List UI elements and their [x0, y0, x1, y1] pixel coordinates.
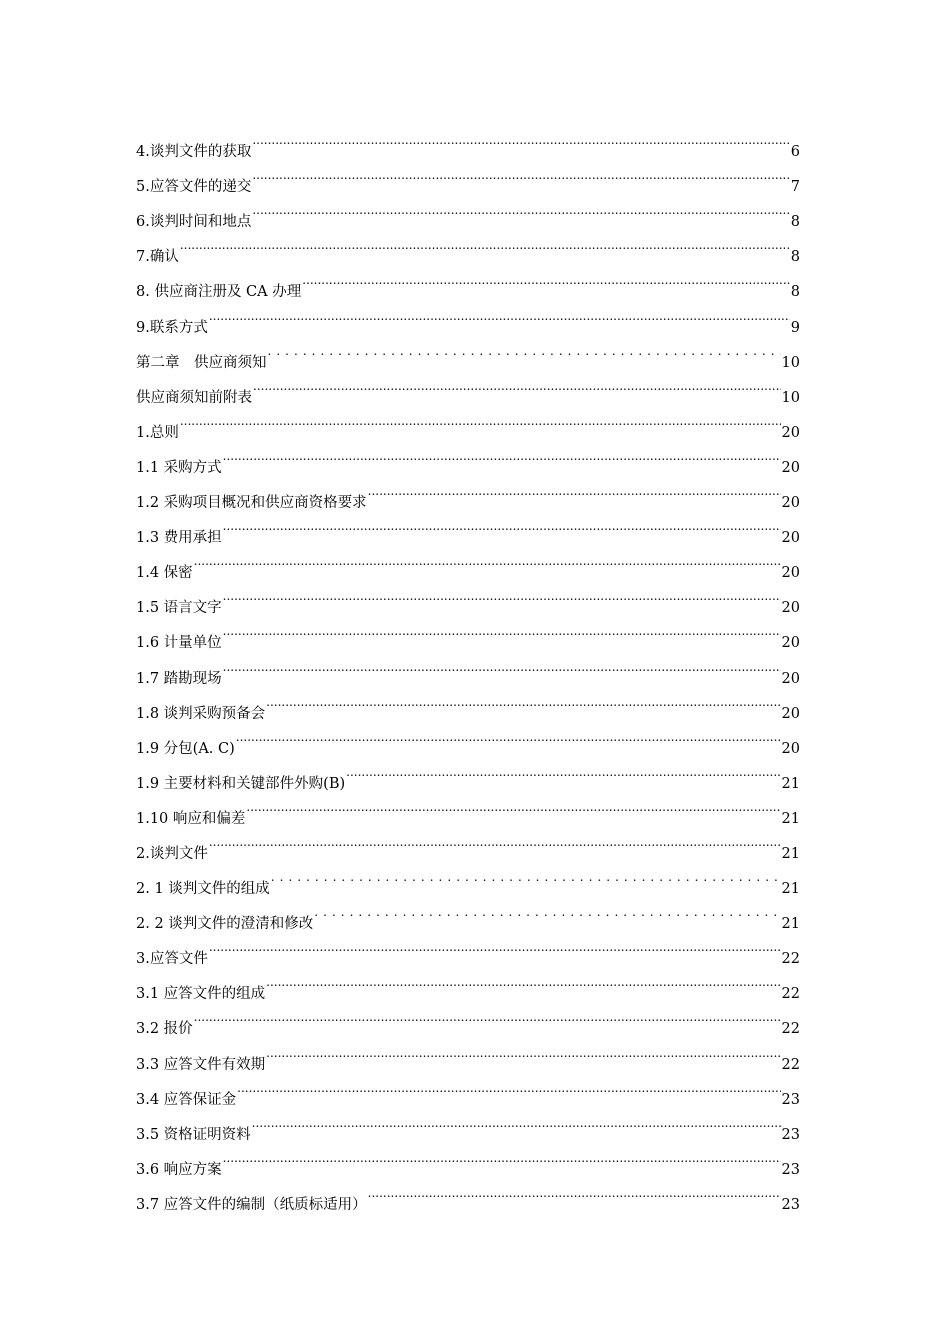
toc-entry[interactable] — [136, 753, 800, 792]
toc-entry[interactable] — [136, 683, 800, 722]
toc-entry[interactable] — [136, 296, 800, 336]
toc-dot-leader — [223, 437, 781, 472]
toc-entry-title: 3.1 应答文件的组成 — [136, 986, 266, 1003]
toc-entry-title: 1.7 踏勘现场 — [136, 670, 222, 687]
toc-page-number: 20 — [781, 670, 800, 687]
toc-page-number: 21 — [781, 775, 800, 792]
toc-entry[interactable] — [136, 332, 800, 371]
toc-dot-leader — [246, 788, 780, 823]
toc-dot-leader — [209, 296, 790, 331]
toc-entry[interactable] — [136, 402, 800, 441]
toc-entry[interactable] — [136, 261, 800, 301]
toc-entry-title: 2. 1 谈判文件的组成 — [136, 881, 270, 898]
toc-page-number: 23 — [781, 1126, 800, 1143]
toc-page-number: 6 — [790, 144, 800, 161]
toc-page-number: 21 — [781, 916, 800, 933]
toc-page-number: 22 — [781, 1056, 800, 1073]
toc-page-number: 20 — [781, 600, 800, 617]
toc-dot-leader — [180, 402, 781, 437]
toc-page-number: 10 — [781, 389, 800, 406]
toc-entry[interactable] — [136, 121, 800, 161]
toc-entry-title: 1.9 分包(A. C) — [136, 740, 235, 757]
toc-page-number: 23 — [781, 1196, 800, 1213]
toc-dot-leader — [223, 612, 781, 647]
toc-entry-title: 8. 供应商注册及 CA 办理 — [136, 284, 302, 301]
toc-entry-title: 3.2 报价 — [136, 1021, 193, 1038]
toc-page-number: 21 — [781, 881, 800, 898]
toc-entry-title: 9.联系方式 — [136, 319, 208, 336]
toc-page-number: 10 — [781, 354, 800, 371]
toc-entry[interactable] — [136, 612, 800, 652]
toc-page-number: 22 — [781, 1021, 800, 1038]
toc-page-number: 22 — [781, 986, 800, 1003]
toc-dot-leader — [252, 121, 789, 156]
toc-dot-leader — [252, 1104, 781, 1139]
toc-entry-title: 1.3 费用承担 — [136, 530, 222, 547]
toc-dot-leader — [368, 1174, 781, 1209]
toc-dot-leader — [223, 507, 781, 542]
toc-entry-title: 2.谈判文件 — [136, 845, 208, 862]
toc-page-number: 20 — [781, 530, 800, 547]
toc-page-number: 20 — [781, 495, 800, 512]
toc-dot-leader — [180, 226, 790, 261]
toc-entry[interactable] — [136, 437, 800, 476]
toc-dot-leader — [223, 577, 781, 612]
toc-page-number: 21 — [781, 810, 800, 827]
toc-entry-title: 5.应答文件的递交 — [136, 179, 252, 196]
toc-entry-title: 3.应答文件 — [136, 951, 208, 968]
toc-page-number: 20 — [781, 740, 800, 757]
toc-entry-title: 1.10 响应和偏差 — [136, 810, 246, 827]
toc-dot-leader — [223, 1139, 781, 1174]
toc-entry[interactable] — [136, 823, 800, 862]
toc-dot-leader — [314, 893, 780, 928]
toc-entry[interactable] — [136, 858, 800, 898]
toc-entry-title: 1.总则 — [136, 424, 179, 441]
toc-entry-title: 1.5 语言文字 — [136, 600, 222, 617]
toc-entry[interactable] — [136, 928, 800, 968]
toc-entry-title: 1.4 保密 — [136, 565, 193, 582]
toc-dot-leader — [266, 683, 780, 718]
toc-page-number: 21 — [781, 845, 800, 862]
toc-page-number: 23 — [781, 1161, 800, 1178]
toc-dot-leader — [266, 963, 780, 998]
toc-entry-title: 7.确认 — [136, 249, 179, 266]
table-of-contents — [136, 121, 800, 1213]
toc-dot-leader — [368, 472, 781, 507]
toc-dot-leader — [209, 928, 781, 963]
toc-page-number: 7 — [790, 179, 800, 196]
toc-entry[interactable] — [136, 542, 800, 582]
toc-dot-leader — [271, 858, 781, 893]
toc-dot-leader — [252, 156, 789, 191]
toc-entry-title: 4.谈判文件的获取 — [136, 144, 252, 161]
toc-page-number: 20 — [781, 424, 800, 441]
toc-entry[interactable] — [136, 647, 800, 687]
toc-dot-leader — [252, 191, 789, 226]
toc-entry[interactable] — [136, 1033, 800, 1073]
toc-entry-title: 供应商须知前附表 — [136, 389, 252, 406]
toc-entry[interactable] — [136, 226, 800, 266]
toc-entry-title: 1.1 采购方式 — [136, 459, 222, 476]
toc-entry[interactable] — [136, 718, 800, 757]
toc-entry[interactable] — [136, 998, 800, 1038]
toc-dot-leader — [268, 332, 781, 367]
toc-page-number: 20 — [781, 705, 800, 722]
toc-page-number: 8 — [790, 249, 800, 266]
toc-entry-title: 3.5 资格证明资料 — [136, 1126, 251, 1143]
toc-dot-leader — [209, 823, 781, 858]
toc-dot-leader — [194, 542, 781, 577]
toc-entry[interactable] — [136, 1174, 800, 1213]
toc-entry-title: 第二章 供应商须知 — [136, 354, 267, 371]
toc-page-number: 23 — [781, 1091, 800, 1108]
toc-dot-leader — [223, 647, 781, 682]
toc-entry[interactable] — [136, 1139, 800, 1178]
toc-entry-title: 3.3 应答文件有效期 — [136, 1056, 266, 1073]
toc-entry-title: 2. 2 谈判文件的澄清和修改 — [136, 916, 314, 933]
toc-dot-leader — [237, 1069, 780, 1104]
toc-dot-leader — [194, 998, 781, 1033]
toc-entry[interactable] — [136, 472, 800, 512]
toc-entry-title: 3.6 响应方案 — [136, 1161, 222, 1178]
toc-dot-leader — [302, 261, 790, 296]
toc-entry-title: 3.7 应答文件的编制（纸质标适用） — [136, 1196, 367, 1213]
toc-dot-leader — [266, 1033, 780, 1068]
toc-page-number: 8 — [790, 284, 800, 301]
toc-entry-title: 6.谈判时间和地点 — [136, 214, 252, 231]
toc-entry-title: 1.9 主要材料和关键部件外购(B) — [136, 775, 346, 792]
toc-entry[interactable] — [136, 963, 800, 1003]
toc-entry[interactable] — [136, 507, 800, 547]
toc-entry-title: 1.6 计量单位 — [136, 635, 222, 652]
toc-page-number: 20 — [781, 565, 800, 582]
toc-dot-leader — [253, 367, 781, 402]
toc-entry[interactable] — [136, 577, 800, 617]
toc-page-number: 8 — [790, 214, 800, 231]
toc-entry-title: 1.2 采购项目概况和供应商资格要求 — [136, 495, 367, 512]
toc-entry-title: 3.4 应答保证金 — [136, 1091, 237, 1108]
toc-page-number: 22 — [781, 951, 800, 968]
toc-page-number: 9 — [790, 319, 800, 336]
toc-page-number: 20 — [781, 459, 800, 476]
toc-page-number: 20 — [781, 635, 800, 652]
toc-dot-leader — [346, 753, 780, 788]
toc-dot-leader — [236, 718, 781, 753]
toc-entry-title: 1.8 谈判采购预备会 — [136, 705, 266, 722]
